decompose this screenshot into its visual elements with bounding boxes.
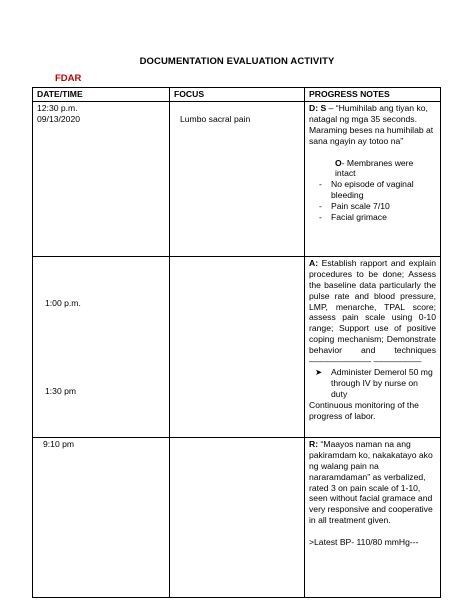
table-header-row [33,88,441,102]
o-item-1: No episode of vaginal bleeding [331,179,414,201]
row1-objective-note [309,158,436,180]
document-title: DOCUMENTATION EVALUATION ACTIVITY [139,56,335,67]
o-text: - Membranes were intact [335,157,414,179]
row2-action-note [309,258,436,367]
row1-focus: Lumbo sacral pain [180,113,251,124]
fdar-label: FDAR [55,73,82,84]
o-item-2: Pain scale 7/10 [331,201,390,212]
row2-focus-cell [170,256,305,437]
row2-datetime-cell [33,256,170,437]
list-item: - Facial grimace [319,212,387,223]
row2-notes-cell [305,256,441,437]
row3-response-note [309,439,436,526]
a-label: A: [309,257,319,268]
o-label: O [335,157,342,168]
table-row [33,437,441,597]
a-text: Establish rapport and explain procedures to be done; Assess the baseline data particularly the pulse rate and blood pressure, LMP, menarche, TPAL score; assess pain scale using 0-10 range; Support use of positive coping mechanism; Demonstrate behavior and techniques ––––––––––––– –––––––––– [309,257,436,367]
o-item-3: Facial grimace [331,212,387,223]
r-text: “Maayos naman na ang pakiramdam ko, nakakatayo ako ng walang pain na nararamdaman” as verbalized, rated 3 on pain scale of 1-10, seen without facial gramace and very responsive and cooperative in all treatment given. [309,438,433,526]
row2-time-1: 1:00 p.m. [45,297,81,308]
fdar-table [32,87,441,598]
latest-bp: >Latest BP- 110/80 mmHg--- [309,537,419,548]
list-item: - Pain scale 7/10 [319,201,390,212]
table-row [33,101,441,256]
row1-time: 12:30 p.m. [37,102,78,113]
d-text: – “Humihilab ang tiyan ko, natagal ng mga 35 seconds. Maraming beses na humihilab at sana ngayin ay totoo na” [309,102,434,146]
header-focus: FOCUS [170,88,305,102]
row3-time: 9:10 pm [43,438,75,449]
row1-datetime-cell [33,101,170,256]
table-row [33,256,441,437]
arrow-item: Administer Demerol 50 mg through IV by nurse on duty [331,366,433,399]
row1-date: 09/13/2020 [37,113,81,124]
header-date-time: DATE/TIME [33,88,170,102]
d-label: D: S [309,102,327,113]
list-item: - No episode of vaginal bleeding [319,179,436,201]
row1-data-note [309,103,436,147]
row2-time-2: 1:30 pm [45,385,77,396]
r-label: R: [309,438,319,449]
list-item [309,367,436,400]
row3-datetime-cell [33,437,170,597]
row3-notes-cell [305,437,441,597]
continuous-monitoring: Continuous monitoring of the progress of labor. [309,399,419,421]
row1-notes-cell [305,101,441,256]
row3-focus-cell [170,437,305,597]
header-progress-notes: PROGRESS NOTES [305,88,441,102]
arrow-bullet-icon: ➤ [315,366,323,377]
row1-focus-cell [170,101,305,256]
